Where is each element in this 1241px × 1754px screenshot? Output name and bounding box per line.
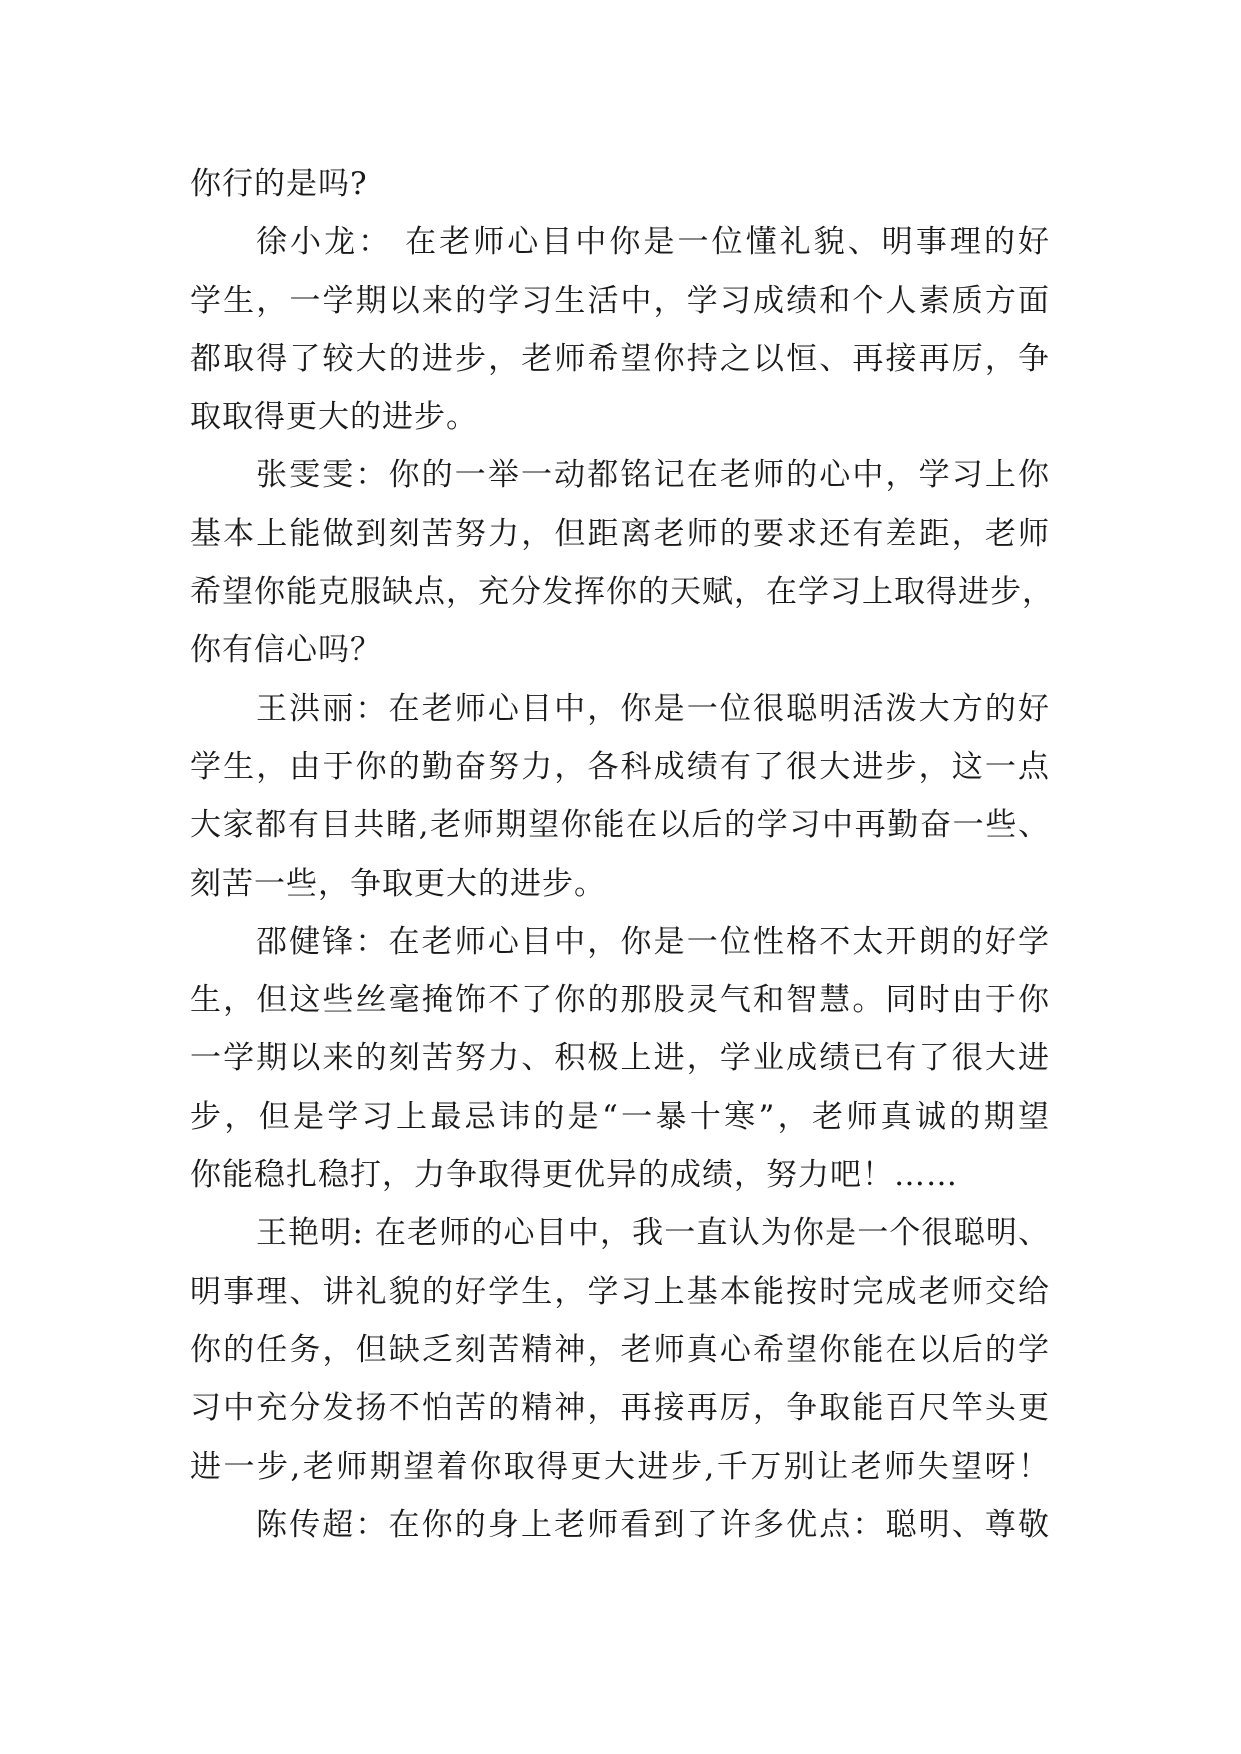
text-line: 生，但这些丝毫掩饰不了你的那股灵气和智慧。同时由于你 xyxy=(190,982,1050,1019)
text-line: 明事理、讲礼貌的好学生，学习上基本能按时完成老师交给 xyxy=(190,1273,1050,1310)
text-line: 基本上能做到刻苦努力，但距离老师的要求还有差距，老师 xyxy=(190,515,1050,552)
text-line: 王艳明: 在老师的心目中，我一直认为你是一个很聪明、 xyxy=(256,1215,1050,1252)
text-line: 进一步,老师期望着你取得更大进步,千万别让老师失望呀！ xyxy=(190,1448,1050,1485)
text-line: 一学期以来的刻苦努力、积极上进，学业成绩已有了很大进 xyxy=(190,1040,1050,1077)
text-line: 你有信心吗？ xyxy=(190,632,382,669)
text-line: 学生，由于你的勤奋努力，各科成绩有了很大进步，这一点 xyxy=(190,748,1050,785)
text-line: 你行的是吗? xyxy=(190,166,368,202)
text-line: 习中充分发扬不怕苦的精神，再接再厉，争取能百尺竿头更 xyxy=(190,1390,1050,1427)
text-line: 徐小龙： 在老师心目中你是一位懂礼貌、明事理的好 xyxy=(256,224,1050,261)
text-line: 张雯雯：你的一举一动都铭记在老师的心中，学习上你 xyxy=(256,457,1050,494)
text-line: 大家都有目共睹,老师期望你能在以后的学习中再勤奋一些、 xyxy=(190,807,1050,844)
text-line: 你的任务，但缺乏刻苦精神，老师真心希望你能在以后的学 xyxy=(190,1331,1050,1368)
text-line: 学生，一学期以来的学习生活中，学习成绩和个人素质方面 xyxy=(190,282,1050,319)
document-body xyxy=(190,155,1054,1554)
text-line: 陈传超：在你的身上老师看到了许多优点：聪明、尊敬 xyxy=(256,1506,1050,1543)
text-line: 步，但是学习上最忌讳的是“一暴十寒”，老师真诚的期望 xyxy=(190,1098,1050,1135)
text-line: 希望你能克服缺点，充分发挥你的天赋，在学习上取得进步， xyxy=(190,574,1054,611)
text-line: 取取得更大的进步。 xyxy=(190,399,478,436)
text-line: 都取得了较大的进步，老师希望你持之以恒、再接再厉，争 xyxy=(190,340,1050,377)
text-line: 刻苦一些，争取更大的进步。 xyxy=(190,865,606,902)
text-line: 王洪丽：在老师心目中，你是一位很聪明活泼大方的好 xyxy=(256,690,1050,727)
text-line: 邵健锋：在老师心目中，你是一位性格不太开朗的好学 xyxy=(256,923,1050,960)
text-line: 你能稳扎稳打，力争取得更优异的成绩，努力吧！…… xyxy=(190,1157,958,1194)
